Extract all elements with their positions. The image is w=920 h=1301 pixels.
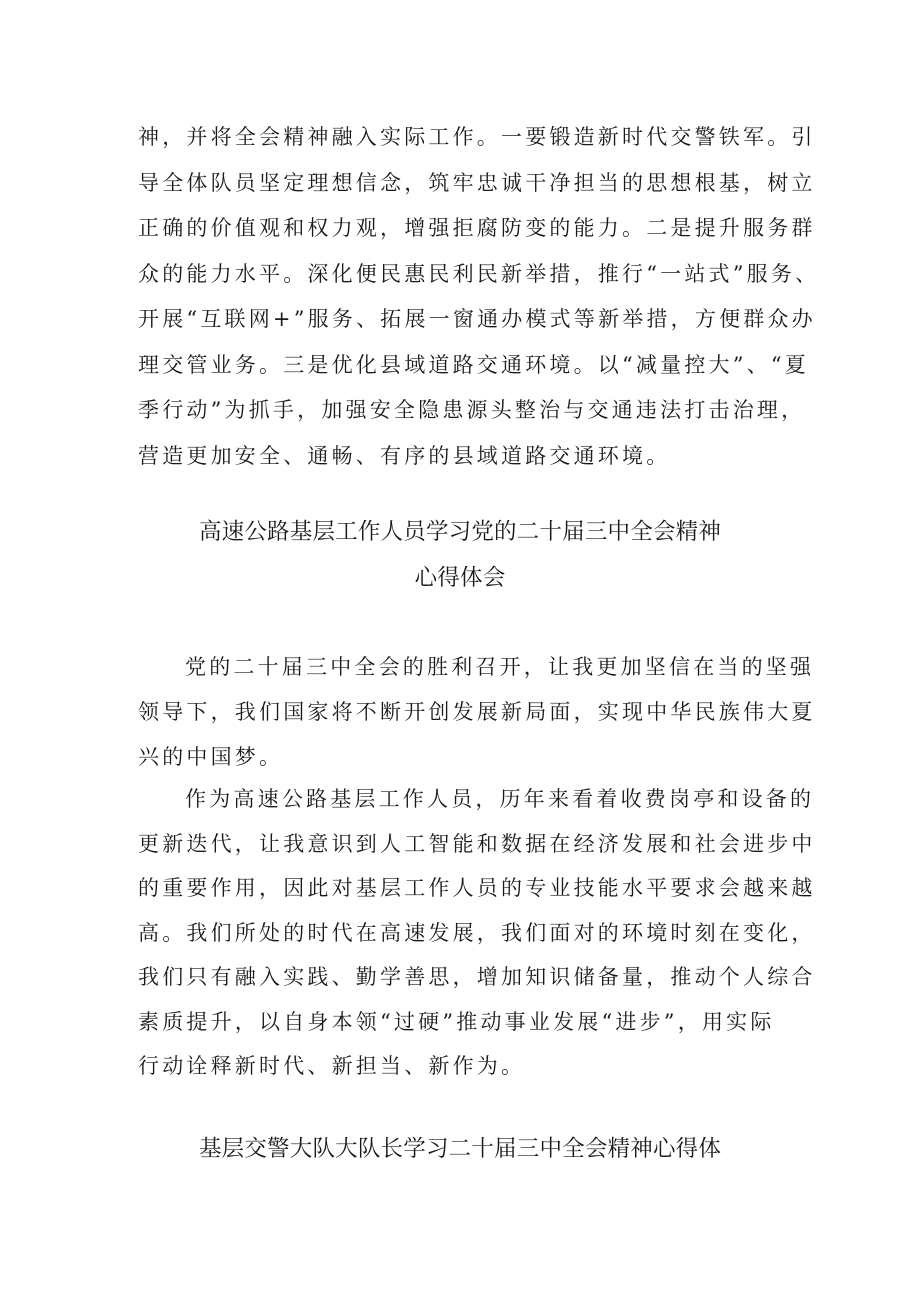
- article2-title-line2: 心得体会: [414, 565, 506, 591]
- section1-paragraph: [138, 115, 820, 479]
- article2-title-line1: 高速公路基层工作人员学习党的二十届三中全会精神: [198, 519, 722, 545]
- text-line: 兴的中国梦。: [138, 745, 284, 769]
- text-line: 季行动”为抓手，加强安全隐患源头整治与交通违法打击治理，: [138, 398, 806, 422]
- text-line: 神，并将全会精神融入实际工作。一要锻造新时代交警铁军。引: [138, 125, 816, 149]
- text-line: 更新迭代，让我意识到人工智能和数据在经济发展和社会进步中: [138, 831, 816, 856]
- article2-paragraph-2: [138, 777, 816, 1089]
- text-line: 作为高速公路基层工作人员，历年来看着收费岗亭和设备的: [185, 787, 815, 811]
- text-line: 众的能力水平。深化便民惠民利民新举措，推行“一站式”服务、: [138, 261, 820, 286]
- text-line: 行动诠释新时代、新担当、新作为。: [138, 1054, 526, 1078]
- article3-title-line1: 基层交警大队大队长学习二十届三中全会精神心得体: [198, 1136, 722, 1162]
- text-line: 素质提升，以自身本领“过硬”推动事业发展“进步”，用实际: [138, 1009, 775, 1034]
- text-line: 高。我们所处的时代在高速发展，我们面对的环境时刻在变化，: [138, 920, 816, 945]
- article2-paragraph-1: [138, 645, 816, 780]
- text-line: 正确的价值观和权力观，增强拒腐防变的能力。二是提升服务群: [138, 216, 816, 240]
- text-line: 的重要作用，因此对基层工作人员的专业技能水平要求会越来越: [138, 876, 816, 900]
- text-line: 党的二十届三中全会的胜利召开，让我更加坚信在当的坚强: [185, 655, 815, 679]
- text-line: 我们只有融入实践、勤学善思，增加知识储备量，推动个人综合: [138, 965, 816, 989]
- text-line: 导全体队员坚定理想信念，筑牢忠诚干净担当的思想根基，树立: [138, 170, 816, 195]
- text-line: 开展“互联网+”服务、拓展一窗通办模式等新举措，方便群众办: [138, 307, 816, 331]
- text-line: 理交管业务。三是优化县域道路交通环境。以“减量控大”、“夏: [138, 352, 810, 377]
- text-line: 领导下，我们国家将不断开创发展新局面，实现中华民族伟大夏: [138, 700, 816, 724]
- text-line: 营造更加安全、通畅、有序的县域道路交通环境。: [138, 443, 671, 468]
